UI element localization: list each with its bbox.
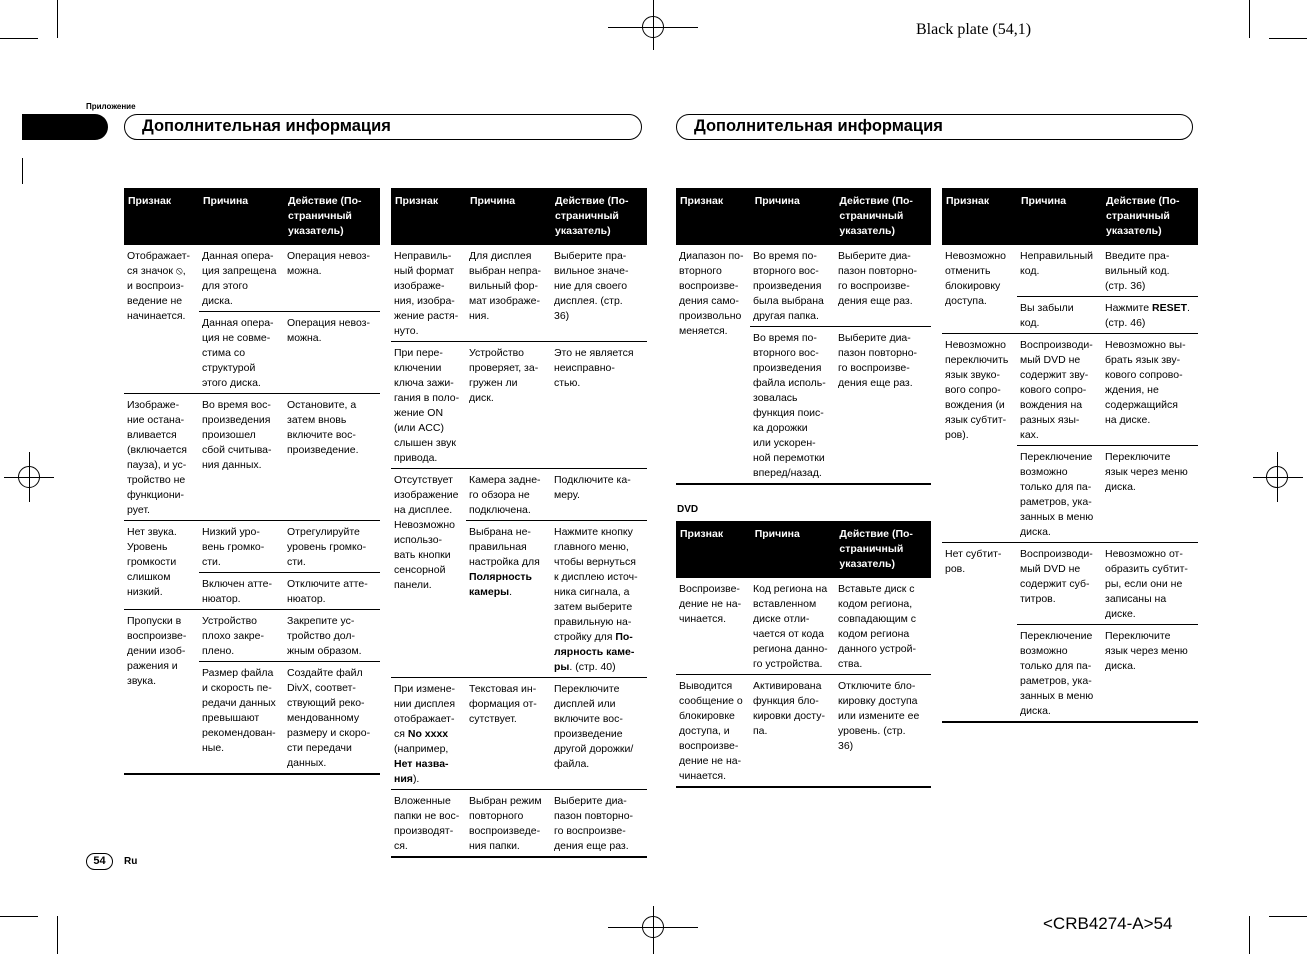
cause-cell: Низкий уро- вень громко- сти. <box>202 526 265 568</box>
cause-cell: Выбран режим повторного воспроизведе- ния папки. <box>469 795 542 852</box>
cause-action-pair <box>466 790 647 856</box>
table-row <box>124 610 380 775</box>
cause-action-pair <box>1017 543 1198 624</box>
section-tab <box>22 114 108 140</box>
cause-action-pair <box>199 521 380 572</box>
cause-cell: Размер файла и скорость пе- редачи данных превышают рекомендован- ные. <box>202 667 276 754</box>
symptom-cell: Пропуски в воспроизве- дении изоб- ражения и звука. <box>127 615 187 687</box>
action-cell: Операция невоз- можна. <box>287 250 370 277</box>
cause-action-pair <box>1017 334 1198 445</box>
side-mark <box>22 158 23 184</box>
symptom-cell: Воспроизве- дение не на- чинается. <box>679 583 742 625</box>
cause-cell: Камера задне- го обзора не подключена. <box>469 474 541 516</box>
action-cell: Выберите диа- пазон повторно- го воспроизве- дения еще раз. <box>838 250 918 307</box>
crop-mark <box>57 0 58 38</box>
crop-mark <box>1249 0 1250 38</box>
document-code: <CRB4274-A>54 <box>1043 914 1173 933</box>
cause-cell: Устройство плохо закре- плено. <box>202 615 264 657</box>
dvd-section-label: DVD <box>677 504 699 515</box>
symptom-cell: Невозможно переключить язык звуко- вого сопро- вождения (и язык субтит- ров). <box>945 339 1009 441</box>
cause-action-pair <box>1017 624 1198 721</box>
cause-cell: Во время по- вторного вос- произведения файла исполь- зовалась функция поис- ка дорожки или ускорен- ной перемотки вперед/назад. <box>753 332 826 479</box>
cause-cell: Данная опера- ция не совме- стима со структурой этого диска. <box>202 317 274 389</box>
column-header-action: Действие (По- страничный указатель) <box>1106 195 1180 237</box>
column-header-symptom: Признак <box>680 528 724 540</box>
language-code: Ru <box>124 856 138 867</box>
column-header-symptom: Признак <box>680 195 724 207</box>
action-cell: Нажмите RESET. (стр. 46) <box>1105 302 1190 329</box>
cause-action-pair <box>199 394 380 475</box>
action-cell: Закрепите ус- тройство дол- жным образом. <box>287 615 362 657</box>
column-header-symptom: Признак <box>128 195 172 207</box>
action-cell: Переключите дисплей или включите вос- произведение другой дорожки/ файла. <box>554 683 634 770</box>
symptom-cell: При измене- нии дисплея отображает- ся No xxxx (например, Нет назва- ния). <box>394 683 456 785</box>
table-row <box>942 334 1198 543</box>
cause-cell: Данная опера- ция запрещена для этого диска. <box>202 250 277 307</box>
symptom-cell: Невозможно отменить блокировку доступа. <box>945 250 1007 307</box>
column-header-cause: Причина <box>754 195 800 207</box>
column-header-cause: Причина <box>470 195 516 207</box>
page-number: 54 <box>86 853 113 870</box>
table-row <box>124 245 380 394</box>
table-row <box>676 578 931 675</box>
cause-cell: Код региона на вставленном диске отли- чается от кода региона данно- го устройства. <box>753 583 828 670</box>
cause-cell: Вы забыли код. <box>1020 302 1074 329</box>
table-row <box>391 678 647 790</box>
troubleshooting-table-3 <box>676 188 931 485</box>
cause-action-pair <box>750 326 931 483</box>
cause-cell: Воспроизводи- мый DVD не содержит суб- титров. <box>1020 548 1093 605</box>
cause-cell: Неправильный код. <box>1020 250 1094 277</box>
crop-mark <box>1269 916 1307 917</box>
page-title-left: Дополнительная информация <box>124 114 642 140</box>
action-cell: Нажмите кнопку главного меню, чтобы вернуться к дисплею источ- ника сигнала, а затем выберите правильную на- стройку для По- лярность каме- ры. (стр. 40) <box>554 526 638 673</box>
action-cell: Невозможно от- образить субтит- ры, если они не записаны на диске. <box>1105 548 1188 620</box>
cause-cell: Переключение возможно только для па- раметров, ука- занных в меню диска. <box>1020 630 1094 717</box>
action-cell: Отключите атте- нюатор. <box>287 578 368 605</box>
symptom-cell: При пере- ключении ключа зажи- гания в поло- жение ON (или ACC) слышен звук привода. <box>394 347 460 464</box>
action-cell: Переключите язык через меню диска. <box>1105 451 1188 493</box>
cause-cell: Включен атте- нюатор. <box>202 578 272 605</box>
symptom-cell: Отображает- ся значок ⦸, и воспроиз- ведение не начинается. <box>127 250 191 322</box>
action-cell: Создайте файл DivX, соответ- ствующий реко- мендованному размеру и скоро- сти передачи данных. <box>287 667 371 769</box>
cause-action-pair <box>1017 245 1198 296</box>
action-cell: Подключите ка- меру. <box>554 474 631 501</box>
cause-action-pair <box>199 311 380 393</box>
column-header-symptom: Признак <box>395 195 439 207</box>
cause-action-pair <box>199 661 380 773</box>
table-header <box>942 188 1198 245</box>
column-header-action: Действие (По- страничный указатель) <box>555 195 629 237</box>
troubleshooting-table-dvd <box>676 521 931 788</box>
cause-cell: Выбрана не- правильная настройка для Полярность камеры. <box>469 526 540 598</box>
crop-mark <box>0 916 38 917</box>
table-header <box>124 188 380 245</box>
action-cell: Операция невоз- можна. <box>287 317 370 344</box>
troubleshooting-table-2 <box>391 188 647 858</box>
table-row <box>124 394 380 521</box>
symptom-cell: Выводится сообщение о блокировке доступа, и воспроизве- дение не на- чинается. <box>679 680 743 782</box>
column-header-cause: Причина <box>1021 195 1067 207</box>
action-cell: Остановите, а затем вновь включите вос- произведение. <box>287 399 359 456</box>
cause-action-pair <box>750 578 931 674</box>
column-header-cause: Причина <box>754 528 800 540</box>
crop-mark <box>1249 916 1250 954</box>
column-header-action: Действие (По- страничный указатель) <box>288 195 362 237</box>
table-row <box>391 342 647 469</box>
symptom-cell: Нет субтит- ров. <box>945 548 1002 575</box>
column-header-action: Действие (По- страничный указатель) <box>839 195 913 237</box>
cause-action-pair <box>1017 445 1198 542</box>
cause-cell: Текстовая ин- формация от- сутствует. <box>469 683 537 725</box>
cause-action-pair <box>750 675 931 756</box>
action-cell: Введите пра- вильный код. (стр. 36) <box>1105 250 1170 292</box>
table-row <box>391 790 647 858</box>
plate-label: Black plate (54,1) <box>916 21 1032 38</box>
cause-cell: Во время по- вторного вос- произведения была выбрана другая папка. <box>753 250 824 322</box>
table-row <box>391 469 647 678</box>
column-header-symptom: Признак <box>946 195 990 207</box>
action-cell: Выберите диа- пазон повторно- го воспроизве- дения еще раз. <box>838 332 918 389</box>
cause-cell: Активирована функция бло- кировки досту- па. <box>753 680 825 737</box>
cause-cell: Для дисплея выбран непра- вильный фор- мат изображе- ния. <box>469 250 542 322</box>
column-header-cause: Причина <box>203 195 249 207</box>
page-title-right: Дополнительная информация <box>676 114 1193 140</box>
action-cell: Выберите пра- вильное значе- ние для своего дисплея. (стр. 36) <box>554 250 629 322</box>
cause-cell: Во время вос- произведения произошел сбой считыва- ния данных. <box>202 399 272 471</box>
cause-action-pair <box>466 678 647 774</box>
crop-mark <box>0 38 38 39</box>
action-cell: Отрегулируйте уровень громко- сти. <box>287 526 367 568</box>
symptom-cell: Вложенные папки не вос- производят- ся. <box>394 795 460 852</box>
symptom-cell: Отсутствует изображение на дисплее. Невозможно использо- вать кнопки сенсорной панели. <box>394 474 459 591</box>
cause-action-pair <box>466 342 647 408</box>
cause-action-pair <box>199 610 380 661</box>
symptom-cell: Нет звука. Уровень громкости слишком низкий. <box>127 526 177 598</box>
table-row <box>391 245 647 342</box>
action-cell: Это не является неисправно- стью. <box>554 347 634 389</box>
action-cell: Выберите диа- пазон повторно- го воспроизве- дения еще раз. <box>554 795 634 852</box>
cause-action-pair <box>750 245 931 326</box>
table-row <box>124 521 380 610</box>
crop-mark <box>1269 38 1307 39</box>
action-cell: Переключите язык через меню диска. <box>1105 630 1188 672</box>
cause-action-pair <box>466 469 647 520</box>
cause-action-pair <box>466 520 647 677</box>
cause-action-pair <box>1017 296 1198 333</box>
troubleshooting-table-1 <box>124 188 380 775</box>
cause-cell: Устройство проверяет, за- гружен ли диск. <box>469 347 539 404</box>
cause-action-pair <box>466 245 647 326</box>
symptom-cell: Неправиль- ный формат изображе- ния, изобра- жение растя- нуто. <box>394 250 459 337</box>
action-cell: Отключите бло- кировку доступа или измените ее уровень. (стр. 36) <box>838 680 920 752</box>
action-cell: Невозможно вы- брать язык зву- кового сопрово- ждения, не содержащийся на диске. <box>1105 339 1186 426</box>
section-label: Приложение <box>86 102 136 111</box>
cause-cell: Воспроизводи- мый DVD не содержит зву- кового сопро- вождения на разных язы- ках. <box>1020 339 1093 441</box>
troubleshooting-table-4 <box>942 188 1198 723</box>
table-row <box>676 245 931 485</box>
table-row <box>942 245 1198 334</box>
cause-cell: Переключение возможно только для па- раметров, ука- занных в меню диска. <box>1020 451 1094 538</box>
table-row <box>676 675 931 788</box>
table-header <box>676 188 931 245</box>
column-header-action: Действие (По- страничный указатель) <box>839 528 913 570</box>
symptom-cell: Диапазон по- вторного воспроизве- дения само- произвольно меняется. <box>679 250 744 337</box>
crop-mark <box>57 916 58 954</box>
table-header <box>391 188 647 245</box>
action-cell: Вставьте диск с кодом региона, совпадающим с кодом региона данного устрой- ства. <box>838 583 917 670</box>
table-row <box>942 543 1198 723</box>
table-header <box>676 521 931 578</box>
cause-action-pair <box>199 572 380 609</box>
cause-action-pair <box>199 245 380 311</box>
symptom-cell: Изображе- ние остана- вливается (включается пауза), и ус- тройство не функциони- рует. <box>127 399 187 516</box>
